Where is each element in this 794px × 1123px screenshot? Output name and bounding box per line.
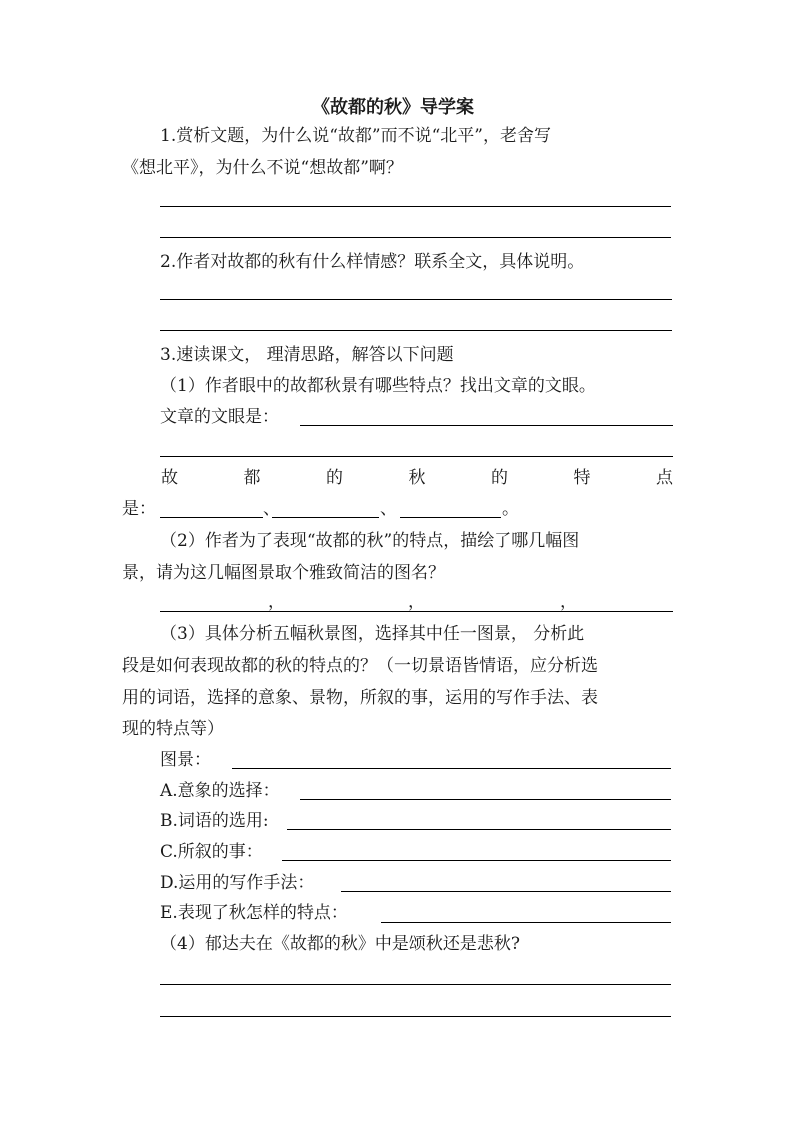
picture-comma: ，: [268, 592, 285, 612]
features-char: 秋: [408, 468, 426, 488]
features-char: 特: [573, 468, 591, 488]
features-label-tail: 是：: [122, 499, 156, 519]
q3-sub2-line-1: （2）作者为了表现“故都的秋”的特点，描绘了哪几幅图: [160, 531, 580, 551]
features-char: 故: [161, 468, 178, 488]
field-line-feature[interactable]: [381, 922, 671, 923]
field-line-technique[interactable]: [341, 891, 671, 892]
q3-sub2-line-2: 景，请为这几幅图景取个雅致简洁的图名？: [122, 563, 445, 583]
field-line-events[interactable]: [282, 860, 671, 861]
feature-end-mark: 。: [502, 499, 519, 519]
feature-separator: 、: [380, 499, 397, 519]
features-char: 点: [656, 468, 673, 488]
q2-answer-line-1[interactable]: [160, 299, 672, 300]
field-label-wording: B.词语的选用:: [160, 811, 269, 831]
picture-comma: ，: [408, 592, 425, 612]
field-line-scene[interactable]: [232, 768, 671, 769]
picture-comma: ，: [560, 592, 577, 612]
feature-separator: 、: [263, 499, 280, 519]
feature-blank-3[interactable]: [400, 517, 501, 518]
q3-heading: 3.速读课文， 理清思路，解答以下问题: [160, 345, 454, 365]
q1-text-line-1: 1.赏析文题，为什么说“故都”而不说“北平”，老舍写: [160, 126, 551, 146]
q1-answer-line-2[interactable]: [160, 237, 671, 238]
features-char: 的: [491, 468, 508, 488]
feature-blank-2[interactable]: [272, 517, 379, 518]
field-line-wording[interactable]: [287, 829, 671, 830]
features-char: 的: [326, 468, 343, 488]
q3-sub3-line-2: 段是如何表现故都的秋的特点的？（一切景语皆情语，应分析选: [122, 656, 598, 676]
q1-answer-line-1[interactable]: [160, 206, 671, 207]
q3-sub3-line-4: 现的特点等）: [122, 719, 224, 739]
q2-text: 2.作者对故都的秋有什么样情感？联系全文，具体说明。: [160, 252, 585, 272]
q3-sub4-question: （4）郁达夫在《故都的秋》中是颂秋还是悲秋?: [160, 934, 520, 954]
sub1-answer-line[interactable]: [160, 456, 673, 457]
feature-blank-1[interactable]: [160, 517, 263, 518]
field-label-imagery: A.意象的选择：: [160, 781, 280, 801]
q3-sub3-line-1: （3）具体分析五幅秋景图，选择其中任一图景， 分析此: [160, 624, 585, 644]
q3-sub4-answer-line-1[interactable]: [160, 984, 671, 985]
q3-sub3-line-3: 用的词语，选择的意象、景物，所叙的事，运用的写作手法、表: [122, 688, 598, 708]
q3-sub1-question: （1）作者眼中的故都秋景有哪些特点？找出文章的文眼。: [160, 376, 596, 396]
field-label-scene: 图景：: [160, 750, 211, 770]
features-char: 都: [243, 468, 261, 488]
field-label-technique: D.运用的写作手法：: [160, 873, 315, 893]
q1-text-line-2: 《想北平》，为什么不说“想故都”啊？: [122, 158, 403, 178]
q2-answer-line-2[interactable]: [160, 330, 672, 331]
field-label-events: C.所叙的事：: [160, 842, 263, 862]
eye-answer-line[interactable]: [300, 425, 673, 426]
field-line-imagery[interactable]: [300, 799, 671, 800]
eye-label: 文章的文眼是：: [160, 407, 279, 427]
field-label-feature: E.表现了秋怎样的特点：: [160, 903, 348, 923]
page-title: 《故都的秋》导学案: [312, 97, 474, 118]
q3-sub4-answer-line-2[interactable]: [160, 1016, 671, 1017]
features-label-spread: [161, 467, 673, 489]
